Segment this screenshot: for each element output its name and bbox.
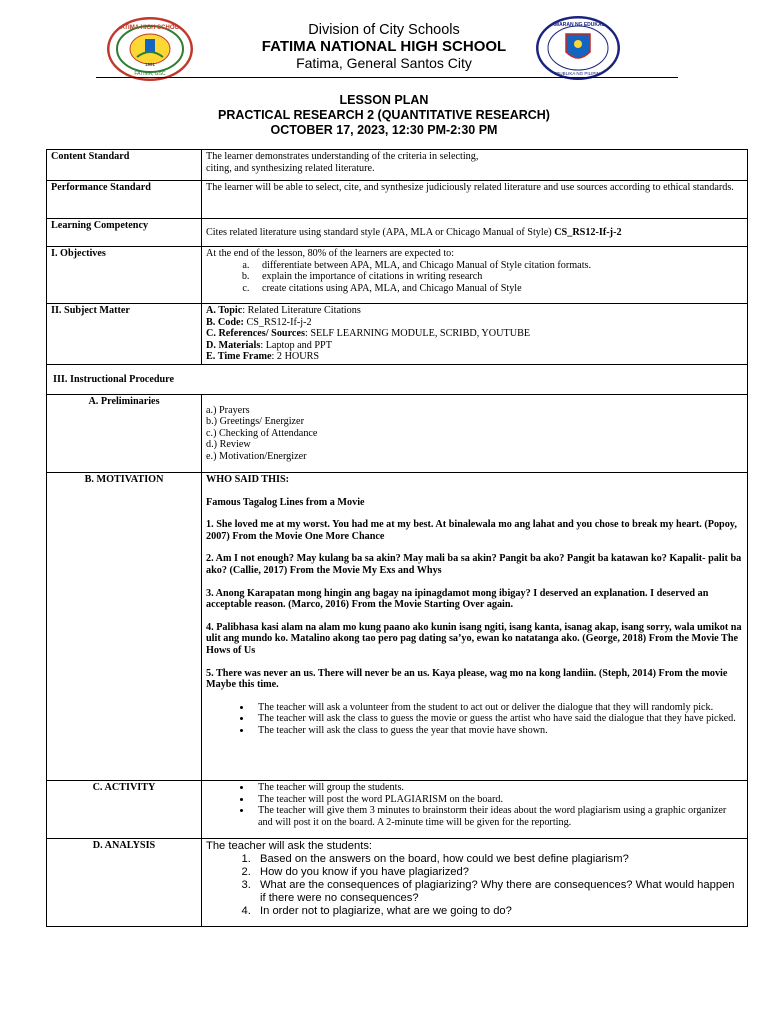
table-row bbox=[47, 150, 748, 181]
table-row bbox=[47, 839, 748, 927]
seal-bottom-text: FATIMA, GSC bbox=[134, 71, 166, 77]
table-row bbox=[47, 181, 748, 219]
list-item: b.) Greetings/ Energizer bbox=[206, 416, 304, 428]
content-standard-line: The learner demonstrates understanding of the criteria in selecting, bbox=[206, 151, 479, 162]
list-item: c.) Checking of Attendance bbox=[206, 427, 318, 439]
list-item: • The teacher will ask a volunteer from the student to act out or deliver the dialogue that they will randomly pick. bbox=[252, 702, 743, 714]
objectives-label: I. Objectives bbox=[47, 247, 202, 304]
objectives-content bbox=[202, 247, 748, 304]
table-row bbox=[47, 219, 748, 247]
activity-label: C. ACTIVITY bbox=[47, 781, 202, 839]
content-standard-text bbox=[202, 150, 748, 181]
analysis-intro: The teacher will ask the students: bbox=[206, 840, 373, 852]
objectives-list bbox=[206, 260, 743, 295]
list-item: b. explain the importance of citations in writing research bbox=[252, 271, 743, 283]
preliminaries-content bbox=[202, 395, 748, 473]
list-item: • The teacher will ask the class to guess the year that movie have shown. bbox=[252, 725, 743, 737]
objectives-intro: At the end of the lesson, 80% of the learners are expected to: bbox=[206, 248, 455, 259]
movie-line: 5. There was never an us. There will never be an us. Kaya please, wag mo na kong landiin. (Steph, 2014) From the movie Maybe this time. bbox=[206, 667, 728, 691]
subject-matter-label: II. Subject Matter bbox=[47, 304, 202, 365]
topic-value: : Related Literature Citations bbox=[242, 305, 361, 316]
references-label: C. References/ Sources bbox=[206, 328, 305, 340]
lesson-plan-table bbox=[46, 149, 748, 927]
list-item: • The teacher will post the word PLAGIARISM on the board. bbox=[252, 794, 743, 806]
motivation-bullets bbox=[206, 702, 743, 737]
division-name: Division of City Schools bbox=[308, 22, 460, 38]
school-name: FATIMA NATIONAL HIGH SCHOOL bbox=[261, 38, 507, 55]
code-label: B. Code: bbox=[206, 316, 244, 328]
materials-label: D. Materials bbox=[206, 339, 261, 351]
time-frame-label: E. Time Frame bbox=[206, 351, 272, 363]
code-value: CS_RS12-If-j-2 bbox=[243, 316, 312, 328]
list-item: a.) Prayers bbox=[206, 404, 250, 416]
movie-line: 2. Am I not enough? May kulang ba sa akin? May mali ba sa akin? Pangit ba ako? Pangit ba katawan ko? Kapalit- palit ba ako? (Callie, 2017) From the Movie My Exs and Whys bbox=[206, 553, 742, 576]
list-item: e.) Motivation/Energizer bbox=[206, 450, 307, 462]
motivation-subheading: Famous Tagalog Lines from a Movie bbox=[206, 496, 365, 508]
performance-standard-label: Performance Standard bbox=[47, 181, 202, 219]
list-item: 1. Based on the answers on the board, how could we best define plagiarism? bbox=[254, 853, 743, 866]
analysis-label: D. ANALYSIS bbox=[47, 839, 202, 927]
table-row bbox=[47, 365, 748, 395]
activity-content bbox=[202, 781, 748, 839]
seal-top-text: FATIMA HIGH SCHOOL bbox=[117, 25, 183, 31]
references-value: : SELF LEARNING MODULE, SCRIBD, YOUTUBE bbox=[304, 328, 531, 340]
movie-line: 1. She loved me at my worst. You had me at my best. At binalewala mo ang lahat and you chose to break my heart. (Popoy, 2007) From the Movie One More Chance bbox=[206, 519, 737, 542]
lesson-plan-title: LESSON PLAN bbox=[339, 93, 429, 107]
subject-title: PRACTICAL RESEARCH 2 (QUANTITATIVE RESEARCH) bbox=[218, 108, 550, 122]
movie-line: 4. Palibhasa kasi alam na alam mo kung paano ako kunin isang ngiti, isang kanta, isanag akap, isang sorry, wala umikot na ulit ang mundo ko. Matalino akong tao pero pag dating sa’yo, ewan ko natatanga ako. (George, 2018) From the Movie The Hows of Us bbox=[206, 621, 742, 656]
learning-competency-text bbox=[202, 219, 748, 247]
list-item: • The teacher will ask the class to guess the movie or guess the artist who have said the dialogue that they have picked. bbox=[252, 713, 743, 725]
competency-code: CS_RS12-If-j-2 bbox=[554, 226, 622, 238]
deped-top-text: KAGAWARAN NG EDUKASYON bbox=[540, 22, 616, 28]
list-item: d.) Review bbox=[206, 439, 251, 451]
school-location: Fatima, General Santos City bbox=[296, 55, 472, 71]
activity-bullets bbox=[206, 782, 743, 828]
list-item: a. differentiate between APA, MLA, and Chicago Manual of Style citation formats. bbox=[252, 260, 743, 272]
analysis-content bbox=[202, 839, 748, 927]
content-standard-line: citing, and synthesizing related literature. bbox=[206, 162, 375, 174]
references-line bbox=[206, 328, 743, 340]
fatima-high-school-seal bbox=[107, 17, 193, 81]
time-frame-line bbox=[206, 351, 743, 363]
time-frame-value: : 2 HOURS bbox=[271, 351, 320, 363]
list-item: • The teacher will group the students. bbox=[252, 782, 743, 794]
table-row bbox=[47, 247, 748, 304]
materials-value: : Laptop and PPT bbox=[260, 339, 332, 351]
content-standard-label: Content Standard bbox=[47, 150, 202, 181]
learning-competency-label: Learning Competency bbox=[47, 219, 202, 247]
motivation-heading: WHO SAID THIS: bbox=[206, 474, 290, 485]
seal-year: 1991 bbox=[144, 62, 156, 67]
document-header bbox=[0, 0, 768, 80]
list-item: c. create citations using APA, MLA, and Chicago Manual of Style bbox=[252, 283, 743, 295]
list-item: 4. In order not to plagiarize, what are we going to do? bbox=[254, 905, 743, 918]
topic-label: A. Topic bbox=[206, 305, 243, 316]
table-row bbox=[47, 781, 748, 839]
header-divider bbox=[96, 77, 678, 78]
table-row bbox=[47, 395, 748, 473]
deped-seal bbox=[536, 16, 620, 80]
list-item: 3. What are the consequences of plagiarizing? Why there are consequences? What would happen if there were no consequences? bbox=[254, 879, 743, 905]
materials-line bbox=[206, 340, 743, 352]
subject-matter-content bbox=[202, 304, 748, 365]
lesson-titles bbox=[0, 93, 768, 138]
performance-standard-text: The learner will be able to select, cite, and synthesize judiciously related literature and use sources according to ethical standards. bbox=[202, 181, 748, 219]
motivation-content bbox=[202, 473, 748, 781]
movie-line: 3. Anong Karapatan mong hingin ang bagay na ipinagdamot mong ibigay? I deserved an explanation. I deserved an acceptable reason. (Marco, 2016) From the Movie Starting Over again. bbox=[206, 587, 709, 611]
deped-bottom-text: REPUBLIKA NG PILIPINAS bbox=[550, 71, 606, 76]
table-row bbox=[47, 304, 748, 365]
motivation-label: B. MOTIVATION bbox=[47, 473, 202, 781]
list-item: • The teacher will give them 3 minutes to brainstorm their ideas about the word plagiarism using a graphic organizer and will post it on the board. A 2-minute time will be given for the reporting. bbox=[252, 805, 743, 828]
preliminaries-label: A. Preliminaries bbox=[47, 395, 202, 473]
code-line bbox=[206, 317, 743, 329]
instructional-procedure-label: III. Instructional Procedure bbox=[47, 365, 748, 395]
table-row bbox=[47, 473, 748, 781]
list-item: 2. How do you know if you have plagiarized? bbox=[254, 866, 743, 879]
analysis-questions bbox=[206, 853, 743, 918]
topic-line bbox=[206, 305, 743, 317]
schedule-title: OCTOBER 17, 2023, 12:30 PM-2:30 PM bbox=[270, 123, 498, 137]
competency-text: Cites related literature using standard style (APA, MLA or Chicago Manual of Style) bbox=[206, 226, 555, 238]
